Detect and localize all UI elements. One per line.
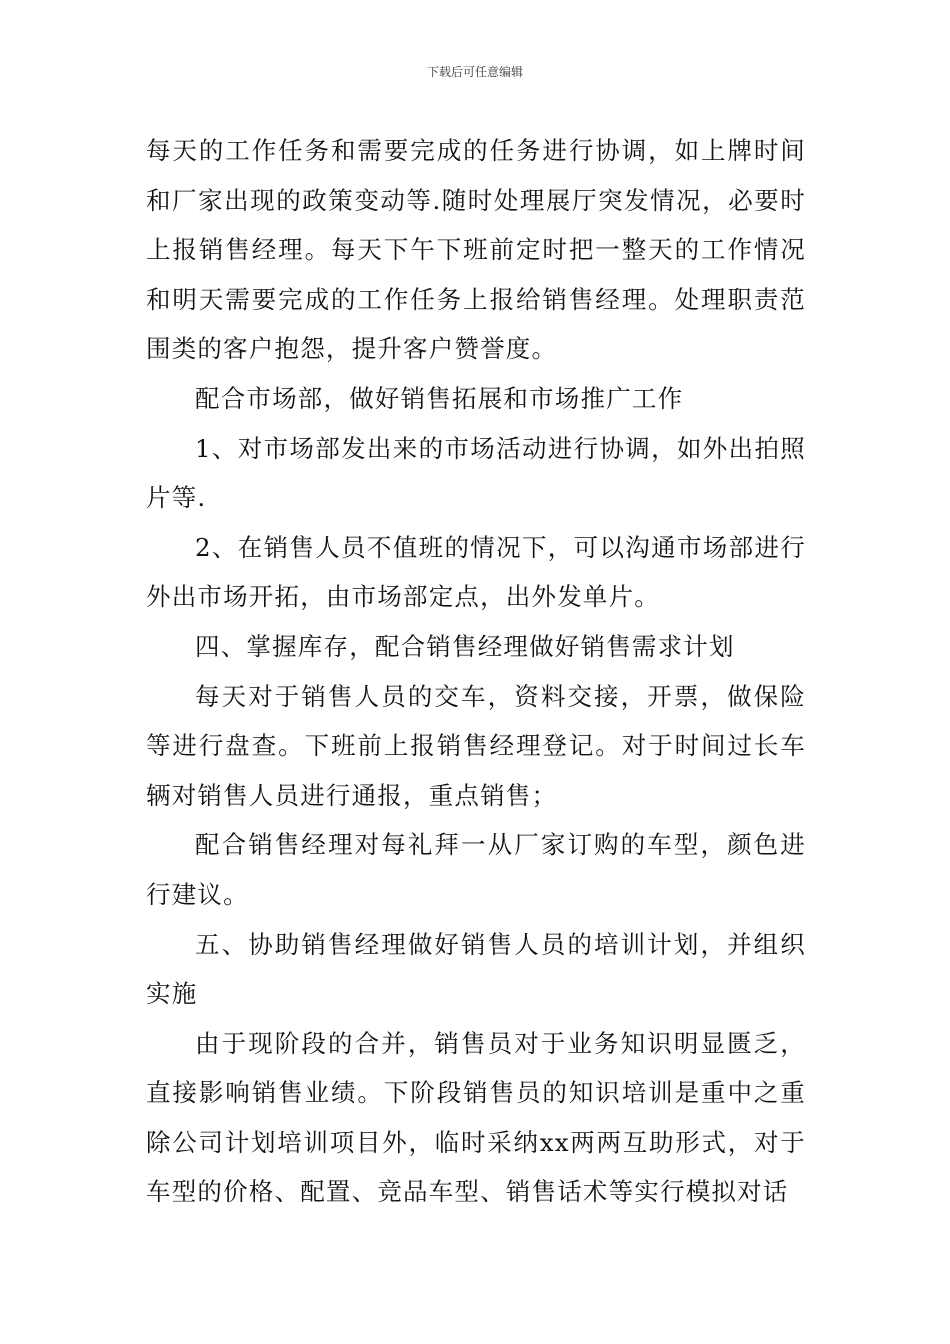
page-header: 下载后可任意编辑 [426,65,523,79]
paragraph-2: 配合市场部，做好销售拓展和市场推广工作 [195,383,684,413]
paragraph-8: 五、协助销售经理做好销售人员的培训计划，并组织实施 [146,929,806,1009]
paragraph-4: 2、在销售人员不值班的情况下，可以沟通市场部进行外出市场开拓，由市场部定点，出外发单片。 [146,532,806,612]
document-body [146,126,806,1217]
paragraph-3: 1、对市场部发出来的市场活动进行协调，如外出拍照片等. [146,433,806,513]
paragraph-9: 由于现阶段的合并，销售员对于业务知识明显匮乏，直接影响销售业绩。下阶段销售员的知识培训是重中之重除公司计划培训项目外，临时采纳xx两两互助形式，对于车型的价格、配置、竞品车型、销售话术等实行模拟对话 [146,1028,806,1207]
paragraph-6: 每天对于销售人员的交车，资料交接，开票，做保险等进行盘查。下班前上报销售经理登记。对于时间过长车辆对销售人员进行通报，重点销售； [146,681,806,810]
paragraph-1: 每天的工作任务和需要完成的任务进行协调，如上牌时间和厂家出现的政策变动等.随时处理展厅突发情况，必要时上报销售经理。每天下午下班前定时把一整天的工作情况和明天需要完成的工作任务上报给销售经理。处理职责范围类的客户抱怨，提升客户赞誉度。 [146,136,806,364]
paragraph-5: 四、掌握库存，配合销售经理做好销售需求计划 [195,631,735,661]
paragraph-7: 配合销售经理对每礼拜一从厂家订购的车型，颜色进行建议。 [146,830,806,909]
